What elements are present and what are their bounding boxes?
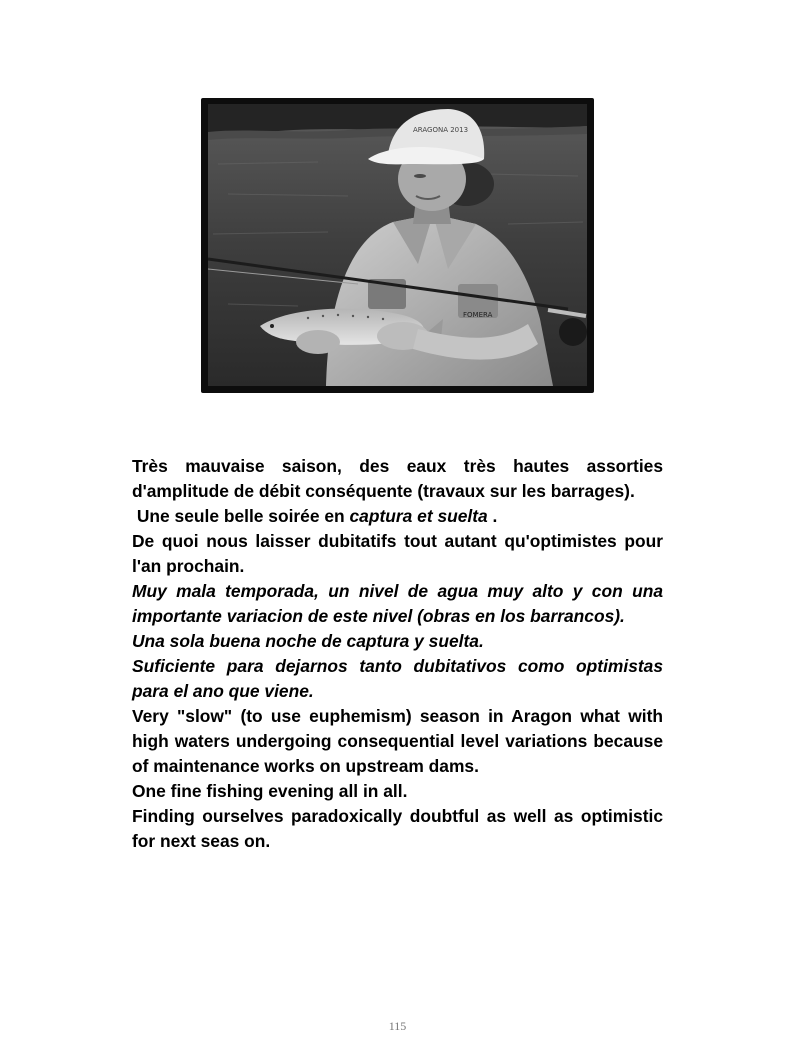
fr-2-text-start: Une seule belle soirée en (136, 506, 350, 526)
photo-woman-holding-trout (208, 104, 587, 386)
paragraph-fr-1: Très mauvaise saison, des eaux très hautes assorties d'amplitude de débit conséquente (travaux sur les barrages). (132, 456, 663, 501)
paragraph-es-3: Suficiente para dejarnos tanto dubitativos como optimistas para el ano que viene. (132, 656, 663, 701)
shirt-logo-text: FOMERA (463, 311, 493, 319)
fr-2-italic: captura et suelta (349, 506, 488, 526)
fishing-photo (201, 98, 594, 393)
paragraph-fr-2 (132, 504, 663, 529)
paragraph-en-3: Finding ourselves paradoxically doubtful as well as optimistic for next seas on. (132, 806, 663, 851)
cap-logo-text: ARAGONA 2013 (413, 126, 469, 134)
paragraph-es-2: Una sola buena noche de captura y suelta. (132, 631, 484, 651)
paragraph-en-1: Very "slow" (to use euphemism) season in Aragon what with high waters undergoing consequential level variations because of maintenance works on upstream dams. (132, 706, 663, 776)
page-number: 115 (388, 1019, 407, 1033)
fr-2-text-end: . (487, 506, 498, 526)
paragraph-fr-3: De quoi nous laisser dubitatifs tout autant qu'optimistes pour l'an prochain. (132, 531, 663, 576)
body-text (132, 454, 663, 854)
paragraph-es-1: Muy mala temporada, un nivel de agua muy alto y con una importante variacion de este nivel (obras en los barrancos). (132, 581, 663, 626)
paragraph-en-2: One fine fishing evening all in all. (132, 781, 408, 801)
